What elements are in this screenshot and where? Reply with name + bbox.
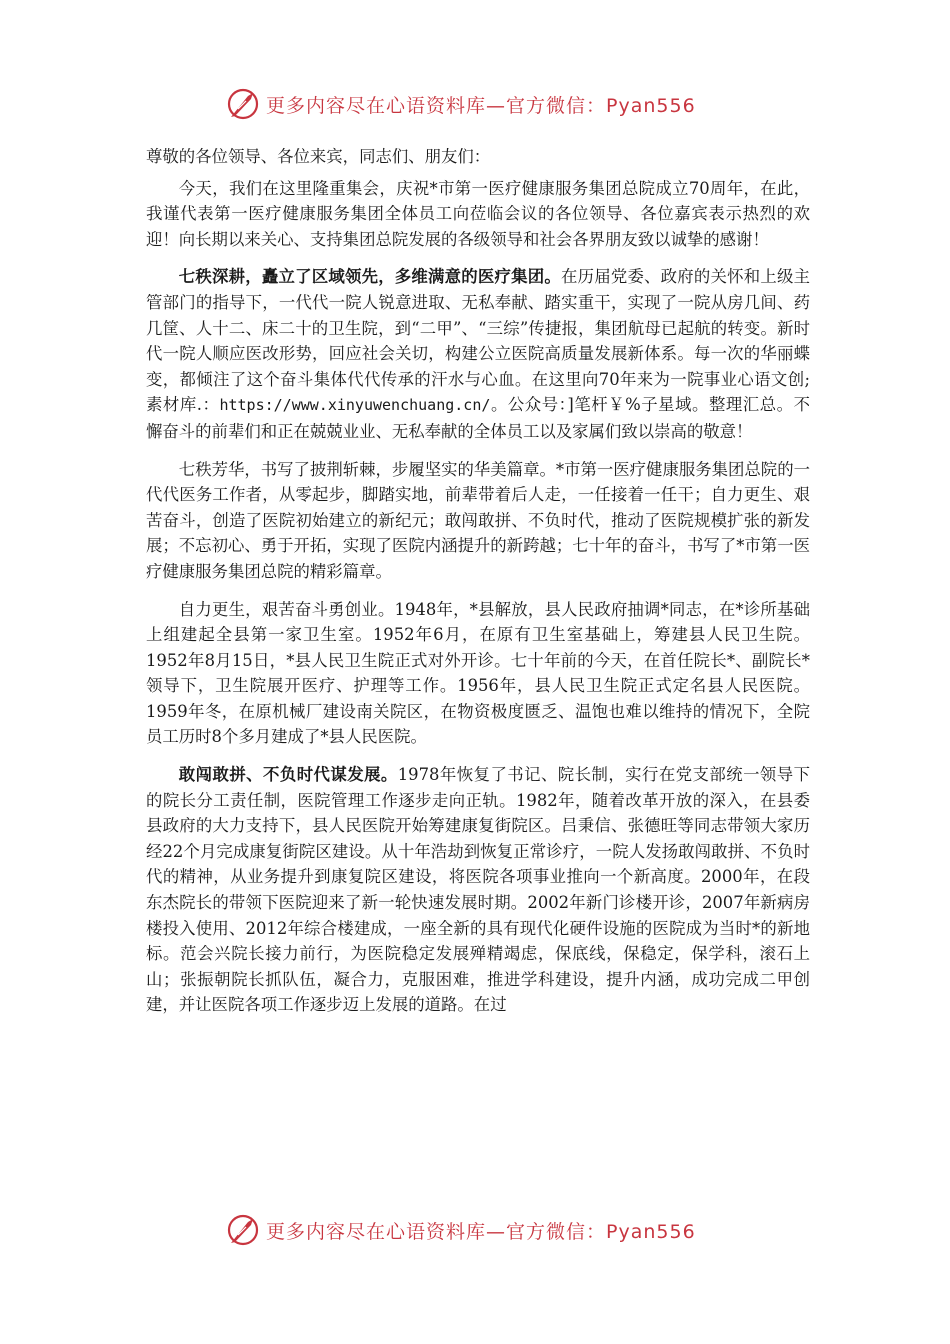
paragraph-development [146, 762, 810, 1018]
paragraph-text: 1978年恢复了书记、院长制，实行在党支部统一领导下的院长分工责任制，医院管理工作逐步走向正轨。1982年，随着改革开放的深入，在县委县政府的大力支持下，县人民医院开始筹建康复街院区。吕秉信、张德旺等同志带领大家历经22个月完成康复街院区建设。从十年浩劫到恢复正常诊疗，一院人发扬敢闯敢拼、不负时代的精神，从业务提升到康复院区建设，将医院各项事业推向一个新高度。2000年，在段东杰院长的带领下医院迎来了新一轮快速发展时期。2002年新门诊楼开诊，2007年新病房楼投入使用、2012年综合楼建成，一座全新的具有现代化硬件设施的医院成为当时*的新地标。范会兴院长接力前行，为医院稳定发展殚精竭虑，保底线，保稳定，保学科，滚石上山；张振朝院长抓队伍，凝合力，克服困难，推进学科建设，提升内涵，成功完成二甲创建，并让医院各项工作逐步迈上发展的道路。在过 [146, 765, 810, 1015]
paragraph-chapters: 七秩芳华，书写了披荆斩棘，步履坚实的华美篇章。*市第一医疗健康服务集团总院的一代代医务工作者，从零起步，脚踏实地，前辈带着后人走，一任接着一任干；自力更生、艰苦奋斗，创造了医院初始建立的新纪元；敢闯敢拼、不负时代，推动了医院规模扩张的新发展；不忘初心、勇于开拓，实现了医院内涵提升的新跨越；七十年的奋斗，书写了*市第一医疗健康服务集团总院的精彩篇章。 [146, 459, 810, 581]
watermark-text: 更多内容尽在心语资料库—官方微信：Pyan556 [266, 1220, 696, 1243]
quill-pen-logo-icon [226, 1213, 260, 1247]
watermark-text: 更多内容尽在心语资料库—官方微信：Pyan556 [266, 94, 696, 117]
paragraph-founding: 自力更生，艰苦奋斗勇创业。1948年，*县解放，县人民政府抽调*同志，在*诊所基础上组建起全县第一家卫生室。1952年6月，在原有卫生室基础上，筹建县人民卫生院。1952年8月15日，*县人民卫生院正式对外开诊。七十年前的今天，在首任院长*、副院长*领导下，卫生院展开医疗、护理等工作。1956年，县人民卫生院正式定名县人民医院。1959年冬，在原机械厂建设南关院区，在物资极度匮乏、温饱也难以维持的情况下，全院员工历时8个多月建成了*县人民医院。 [146, 599, 810, 747]
paragraph-text-continued: 。公众号：]笔杆￥%子星域。整理汇总。不懈奋斗的前辈们和正在兢兢业业、无私奉献的全体员工以及家属们致以崇高的敬意！ [146, 395, 810, 441]
footer-watermark [226, 1212, 746, 1248]
quill-pen-logo-icon [226, 87, 260, 121]
paragraph-heading: 七秩深耕，矗立了区域领先，多维满意的医疗集团。 [178, 267, 561, 287]
paragraph-seventy-years [146, 264, 810, 444]
salutation: 尊敬的各位领导、各位来宾，同志们、朋友们： [146, 147, 491, 166]
speech-document [146, 144, 810, 1030]
paragraph-heading: 敢闯敢拼、不负时代谋发展。 [178, 765, 398, 785]
paragraph-text: 在历届党委、政府的关怀和上级主管部门的指导下，一代代一院人锐意进取、无私奉献、踏实重干，实现了一院从房几间、药几筐、人十二、床二十的卫生院，到“二甲”、“三综”传捷报，集团航母已起航的转变。新时代一院人顺应医改形势，回应社会关切，构建公立医院高质量发展新体系。每一次的华丽蝶变，都倾注了这个奋斗集体代代传承的汗水与心血。在这里向70年来为一院事业心语文创;素材库.： [146, 267, 811, 415]
paragraph-opening: 今天，我们在这里隆重集会，庆祝*市第一医疗健康服务集团总院成立70周年，在此，我谨代表第一医疗健康服务集团全体员工向莅临会议的各位领导、各位嘉宾表示热烈的欢迎！向长期以来关心、支持集团总院发展的各级领导和社会各界朋友致以诚挚的感谢！ [146, 178, 810, 249]
header-watermark [226, 86, 746, 122]
website-url: https://www.xinyuwenchuang.cn/ [219, 396, 491, 415]
